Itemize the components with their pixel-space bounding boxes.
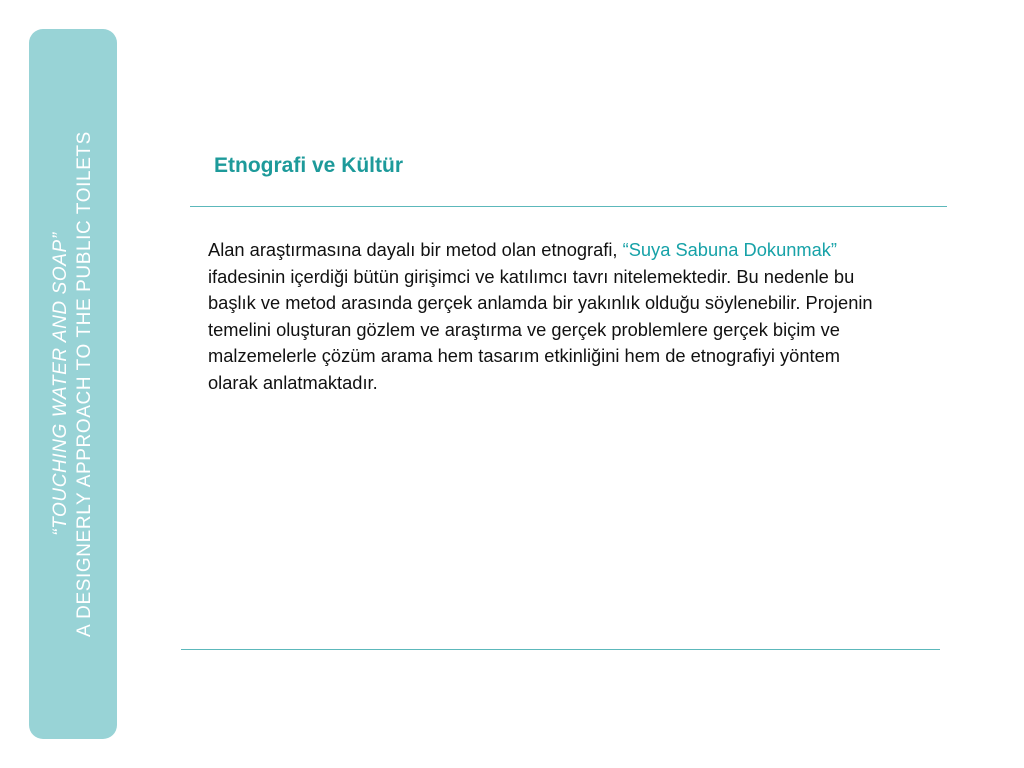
top-divider — [190, 206, 947, 207]
side-caption — [49, 29, 97, 739]
body-paragraph — [208, 237, 873, 396]
side-band — [29, 29, 117, 739]
side-caption-line-1: “TOUCHING WATER AND SOAP” — [50, 232, 71, 536]
body-text-start: Alan araştırmasına dayalı bir metod olan etnografi, — [208, 239, 623, 260]
body-quote-highlight: “Suya Sabuna Dokunmak” — [622, 239, 838, 260]
body-text-end: ifadesinin içerdiği bütün girişimci ve katılımcı tavrı nitelemektedir. Bu nedenle bu başlık ve metod arasında gerçek anlamda bir yakınlık olduğu söylenebilir. Projenin temelini oluşturan gözlem ve araştırma ve gerçek problemlere gerçek biçim ve malzemelerle çözüm arama hem tasarım etkinliğini hem de etnografiyi yöntem olarak anlatmaktadır. — [208, 265, 873, 393]
bottom-divider — [181, 649, 940, 650]
slide-title: Etnografi ve Kültür — [214, 154, 404, 177]
side-caption-line-2: A DESIGNERLY APPROACH TO THE PUBLIC TOILETS — [74, 131, 95, 637]
